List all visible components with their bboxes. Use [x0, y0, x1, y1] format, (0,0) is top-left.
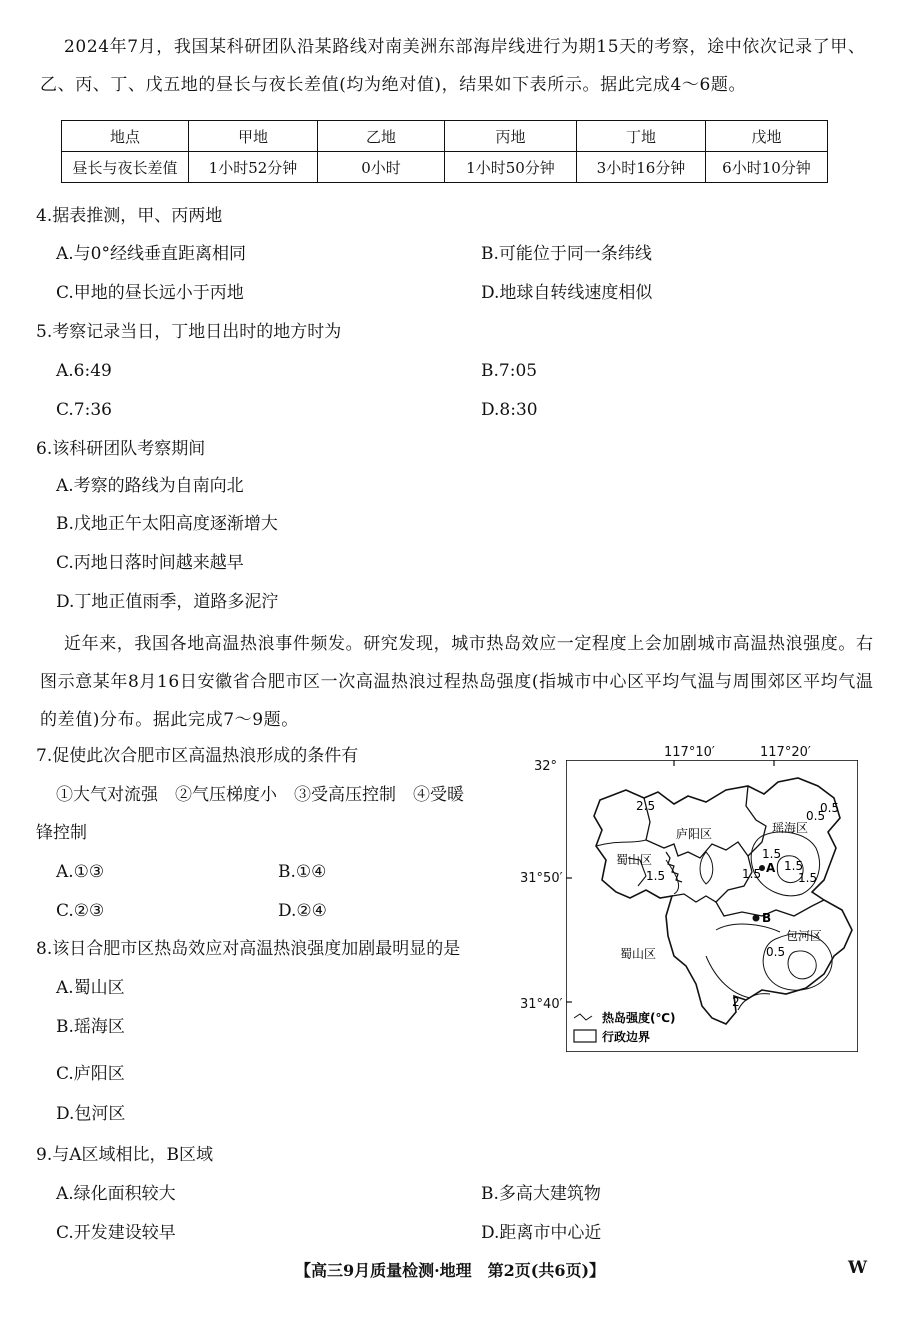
day-night-table	[61, 120, 828, 183]
question-7-stem: 7.促使此次合肥市区高温热浪形成的条件有	[36, 746, 359, 766]
table-cell: 0小时	[318, 152, 445, 183]
question-6-option-c: C.丙地日落时间越来越早	[56, 553, 244, 573]
question-9-option-c: C.开发建设较早	[56, 1223, 176, 1243]
contour-label: 1.5	[762, 847, 782, 861]
map-frame	[566, 760, 858, 1052]
district-label-baohe: 包河区	[786, 929, 823, 943]
question-7-option-a: A.①③	[56, 862, 105, 882]
district-label-shushan: 蜀山区	[616, 853, 653, 867]
question-5-option-d: D.8:30	[481, 400, 538, 420]
contour-label: 0.5	[806, 809, 826, 823]
question-9-option-d: D.距离市中心近	[481, 1223, 602, 1243]
question-4-option-b: B.可能位于同一条纬线	[481, 244, 652, 264]
table-header-cell: 昼长与夜长差值	[62, 152, 189, 183]
question-8-option-c: C.庐阳区	[56, 1064, 125, 1084]
lat-label-top: 32°	[534, 759, 558, 774]
question-9-option-b: B.多高大建筑物	[481, 1184, 601, 1204]
table-row	[62, 152, 828, 183]
question-6-option-d: D.丁地正值雨季，道路多泥泞	[56, 592, 279, 612]
contour-label: 1.5	[798, 871, 818, 885]
district-label-luyang: 庐阳区	[676, 827, 713, 841]
table-cell: 戊地	[706, 121, 828, 152]
legend-contour-label: 热岛强度(℃)	[602, 1011, 676, 1025]
question-5-stem: 5.考察记录当日，丁地日出时的地方时为	[36, 322, 342, 342]
point-a-label: A	[766, 861, 776, 875]
corner-mark: W	[848, 1258, 868, 1278]
lon-label-2: 117°20′	[760, 745, 811, 760]
question-7-option-b: B.①④	[278, 862, 327, 882]
table-cell: 丙地	[445, 121, 577, 152]
table-cell: 6小时10分钟	[706, 152, 828, 183]
contour-label: 2	[732, 995, 740, 1009]
contour-label: 1.5	[784, 859, 804, 873]
lon-label-1: 117°10′	[664, 745, 715, 760]
contour-label: 0.5	[820, 801, 840, 815]
question-7-items: ①大气对流强 ②气压梯度小 ③受高压控制 ④受暖	[56, 785, 464, 805]
legend-boundary-label: 行政边界	[602, 1030, 651, 1044]
passage-2: 近年来，我国各地高温热浪事件频发。研究发现，城市热岛效应一定程度上会加剧城市高温热浪强度。右图示意某年8月16日安徽省合肥市区一次高温热浪过程热岛强度(指城市中心区平均气温与周围郊区平均气温的差值)分布。据此完成7～9题。	[40, 634, 874, 730]
table-cell: 3小时16分钟	[577, 152, 706, 183]
table-row	[62, 121, 828, 152]
question-9-option-a: A.绿化面积较大	[56, 1184, 176, 1204]
contour-label: 1.5	[742, 867, 762, 881]
question-9-stem: 9.与A区域相比，B区域	[36, 1145, 213, 1165]
table-cell: 甲地	[189, 121, 318, 152]
question-8-stem: 8.该日合肥市区热岛效应对高温热浪强度加剧最明显的是	[36, 939, 461, 959]
point-b-marker	[753, 915, 760, 922]
question-4-stem: 4.据表推测，甲、丙两地	[36, 206, 223, 226]
lat-label-mid: 31°50′	[520, 871, 563, 886]
question-4-option-a: A.与0°经线垂直距离相同	[56, 244, 246, 264]
table-cell: 乙地	[318, 121, 445, 152]
question-5-option-a: A.6:49	[56, 361, 112, 381]
district-label-yaohai: 瑶海区	[772, 821, 809, 835]
table-cell: 1小时50分钟	[445, 152, 577, 183]
table-cell: 1小时52分钟	[189, 152, 318, 183]
contour-label: 2.5	[636, 799, 656, 813]
district-label-shushan: 蜀山区	[619, 947, 657, 961]
question-8-option-d: D.包河区	[56, 1104, 126, 1124]
question-6-option-a: A.考察的路线为自南向北	[56, 476, 244, 496]
passage-1: 2024年7月，我国某科研团队沿某路线对南美洲东部海岸线进行为期15天的考察，途中依次记录了甲、乙、丙、丁、戊五地的昼长与夜长差值(均为绝对值)，结果如下表所示。据此完成4～6题。	[40, 37, 866, 95]
question-7-option-d: D.②④	[278, 901, 327, 921]
question-4-option-d: D.地球自转线速度相似	[481, 283, 653, 303]
question-4-option-c: C.甲地的昼长远小于丙地	[56, 283, 244, 303]
question-5-option-b: B.7:05	[481, 361, 538, 381]
question-7-option-c: C.②③	[56, 901, 105, 921]
question-8-option-b: B.瑶海区	[56, 1017, 125, 1037]
heat-island-map	[566, 760, 858, 1052]
question-6-option-b: B.戊地正午太阳高度逐渐增大	[56, 514, 278, 534]
question-7-items-continued: 锋控制	[36, 823, 87, 843]
table-cell: 丁地	[577, 121, 706, 152]
question-6-stem: 6.该科研团队考察期间	[36, 439, 206, 459]
lat-label-bottom: 31°40′	[520, 997, 563, 1012]
contour-label: 1.5	[646, 869, 666, 883]
question-8-option-a: A.蜀山区	[56, 978, 125, 998]
table-header-cell: 地点	[62, 121, 189, 152]
question-5-option-c: C.7:36	[56, 400, 112, 420]
page-footer: 【高三9月质量检测·地理 第2页(共6页)】	[294, 1261, 606, 1280]
contour-label: 0.5	[766, 945, 786, 959]
point-b-label: B	[762, 911, 772, 925]
